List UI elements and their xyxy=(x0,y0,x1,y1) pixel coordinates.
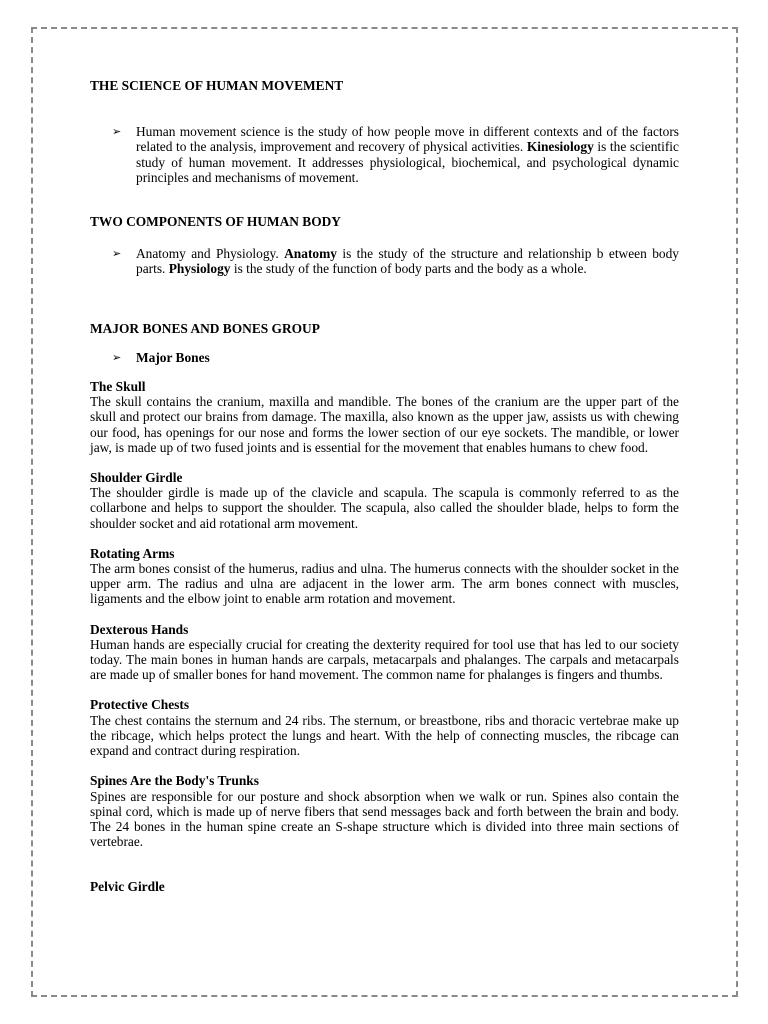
paragraph-rotating-arms: The arm bones consist of the humerus, radius and ulna. The humerus connects with the shoulder socket in the upper arm. The radius and ulna are adjacent in the lower arm. The arm bones connect with muscles, ligaments and the elbow joint to enable arm rotation and movement. xyxy=(90,561,679,607)
bullet-text-part: Anatomy and Physiology. xyxy=(136,246,285,262)
bullet-text-part: is the study of the function of body parts and the body as a whole. xyxy=(230,261,587,277)
term-kinesiology: Kinesiology xyxy=(526,139,594,155)
bullet-text xyxy=(136,246,679,276)
paragraph-dexterous-hands: Human hands are especially crucial for creating the dexterity required for tool use that has led to our society today. The main bones in human hands are carpals, metacarpals and phalanges. The carpals and metacarpals are made up of smaller bones for hand movement. The common name for phalanges is fingers and thumbs. xyxy=(90,636,679,683)
term-physiology: Physiology xyxy=(168,261,231,277)
bullet-anatomy-physiology xyxy=(112,246,679,276)
title-rotating-arms: Rotating Arms xyxy=(90,545,175,561)
paragraph-skull: The skull contains the cranium, maxilla and mandible. The bones of the cranium are the upper part of the skull and protect our brains from damage. The maxilla, also known as the upper jaw, assists us with chewing our food, has openings for our nose and forms the lower section of our eye sockets. The mandible, or lower jaw, is made up of two fused joints and is essential for the movement that enables humans to chew food. xyxy=(90,394,679,455)
title-protective-chests: Protective Chests xyxy=(90,697,190,713)
arrow-bullet-icon: ➢ xyxy=(112,125,122,139)
paragraph-spines: Spines are responsible for our posture and shock absorption when we walk or run. Spines also contain the spinal cord, which is made up of nerve fibers that send messages back and forth between the brain and body. The 24 bones in the human spine create an S-shape structure which is divided into three main sections of vertebrae. xyxy=(90,788,679,850)
arrow-bullet-icon: ➢ xyxy=(112,350,122,364)
paragraph-shoulder-girdle: The shoulder girdle is made up of the clavicle and scapula. The scapula is commonly referred to as the collarbone and helps to support the shoulder. The scapula, also called the shoulder blade, helps to form the shoulder socket and aid rotational arm movement. xyxy=(90,485,679,531)
document-body xyxy=(90,78,679,895)
paragraph-protective-chests: The chest contains the sternum and 24 ribs. The sternum, or breastbone, ribs and thoracic vertebrae make up the ribcage, which helps protect the lungs and heart. With the help of connecting muscles, the ribcage can expand and contract during respiration. xyxy=(90,712,679,759)
arrow-bullet-icon: ➢ xyxy=(112,247,122,261)
title-spines: Spines Are the Body's Trunks xyxy=(90,773,259,789)
heading-science-of-movement: THE SCIENCE OF HUMAN MOVEMENT xyxy=(90,78,344,93)
title-pelvic-girdle: Pelvic Girdle xyxy=(90,879,165,895)
title-dexterous-hands: Dexterous Hands xyxy=(90,621,189,637)
bullet-movement-science xyxy=(112,124,679,185)
bullet-text xyxy=(136,124,679,185)
heading-two-components: TWO COMPONENTS OF HUMAN BODY xyxy=(90,214,341,230)
title-skull: The Skull xyxy=(90,379,146,395)
bullet-text-part: is the study of the structure and relationship b etween body parts. xyxy=(136,246,679,277)
term-anatomy: Anatomy xyxy=(284,246,337,262)
bullet-text-part: Human movement science is the study of how people move in different contexts and of the factors related to the analysis, improvement and recovery of physical activities. xyxy=(136,124,679,155)
heading-major-bones-group: MAJOR BONES AND BONES GROUP xyxy=(90,320,320,336)
sub-heading-major-bones: Major Bones xyxy=(136,349,210,365)
bullet-major-bones xyxy=(112,350,679,365)
title-shoulder-girdle: Shoulder Girdle xyxy=(90,470,183,486)
bullet-text-part: is the scientific study of human movement. It addresses physiological, biochemical, and psychological dynamic principles and mechanisms of movement. xyxy=(136,139,679,185)
